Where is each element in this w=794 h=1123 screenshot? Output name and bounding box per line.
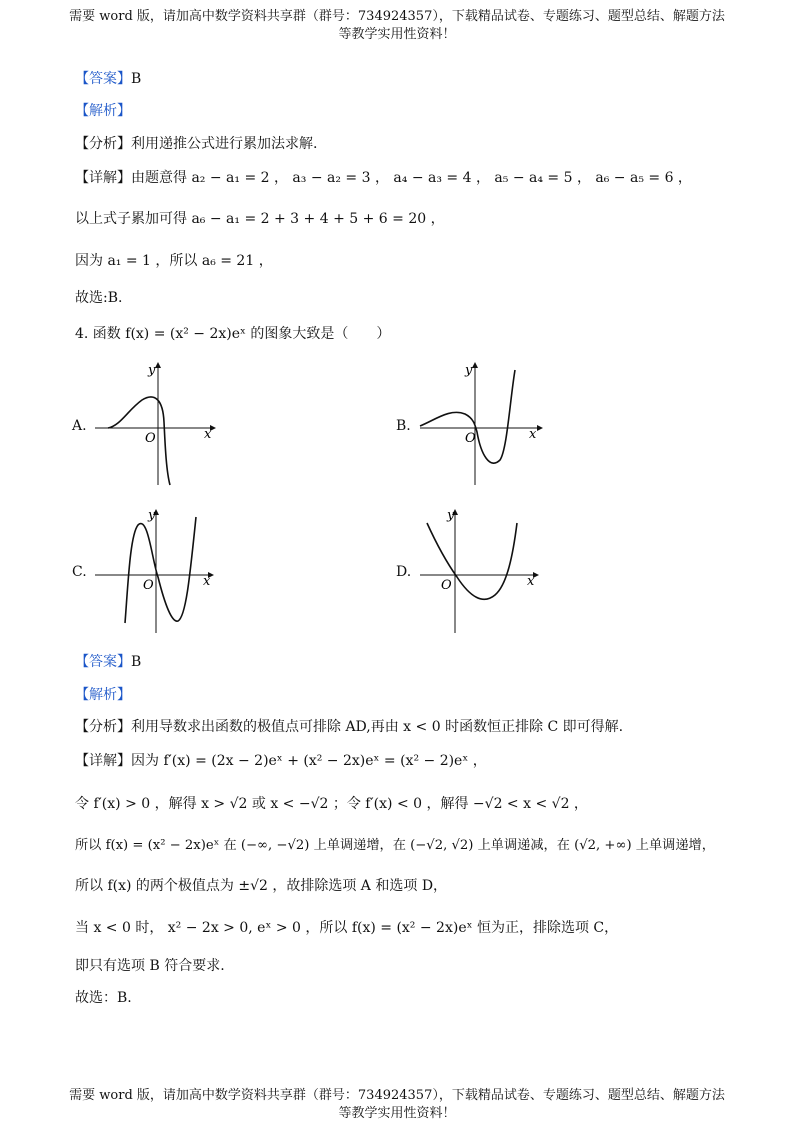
x-axis-label: x <box>203 574 211 589</box>
origin-label: O <box>145 431 156 446</box>
answer-value: B <box>131 654 142 670</box>
fenxi-text: 利用递推公式进行累加法求解. <box>131 136 318 152</box>
option-c-graph <box>90 505 220 639</box>
x-axis-label: x <box>527 574 535 589</box>
footer-line-2: 等教学实用性资料！ <box>338 1106 456 1121</box>
detail-text: 因为 f′(x) = (2x − 2)eˣ + (x² − 2x)eˣ = (x² − 2)eˣ ， <box>131 753 487 769</box>
q3-conclusion: 故选:B. <box>75 290 123 306</box>
origin-label: O <box>465 431 476 446</box>
y-axis-label: y <box>465 363 473 378</box>
analysis-tag: 【解析】 <box>75 103 131 119</box>
q3-analysis-tag <box>75 100 131 120</box>
q4-analysis-tag <box>75 684 131 704</box>
detail-text: 由题意得 a₂ − a₁ = 2 ， a₃ − a₂ = 3 ， a₄ − a₃ = 4 ， a₅ − a₄ = 5 ， a₆ − a₅ = 6 ， <box>131 170 692 186</box>
q3-fenxi-line <box>75 133 317 153</box>
q4-answer-line <box>75 651 141 671</box>
q4-stem: 4. 函数 f(x) = (x² − 2x)eˣ 的图象大致是（ ） <box>75 326 391 342</box>
q4-derivative-sign-line: 令 f′(x) > 0 ，解得 x > √2 或 x < −√2 ；令 f′(x) < 0 ，解得 −√2 < x < √2 ， <box>75 796 588 812</box>
y-axis-label: y <box>447 508 455 523</box>
q3-detail-line <box>75 167 692 187</box>
q3-answer-line <box>75 68 141 88</box>
option-b-graph <box>415 360 545 494</box>
q4-monotonic-line: 所以 f(x) = (x² − 2x)eˣ 在 (−∞, −√2) 上单调递增，在 (−√2, √2) 上单调递减，在 (√2, +∞) 上单调递增， <box>75 838 715 853</box>
x-axis-label: x <box>204 427 212 442</box>
fenxi-text: 利用导数求出函数的极值点可排除 AD,再由 x < 0 时函数恒正排除 C 即可得解. <box>131 719 624 735</box>
option-d-graph <box>415 505 545 639</box>
origin-label: O <box>143 578 154 593</box>
answer-tag: 【答案】 <box>75 71 131 87</box>
q4-fenxi-line <box>75 716 623 736</box>
analysis-tag: 【解析】 <box>75 687 131 703</box>
option-d-label: D. <box>396 564 412 580</box>
q4-extrema-line: 所以 f(x) 的两个极值点为 ±√2 ，故排除选项 A 和选项 D， <box>75 878 448 894</box>
q4-detail-line <box>75 750 487 770</box>
answer-value: B <box>131 71 142 87</box>
q3-result-line: 因为 a₁ = 1 ，所以 a₆ = 21 ， <box>75 253 273 269</box>
detail-tag: 【详解】 <box>75 753 131 769</box>
y-axis-label: y <box>148 508 156 523</box>
option-a-label: A. <box>72 418 87 434</box>
option-a-graph <box>90 360 220 494</box>
q4-only-b-line: 即只有选项 B 符合要求. <box>75 958 225 974</box>
answer-tag: 【答案】 <box>75 654 131 670</box>
fenxi-tag: 【分析】 <box>75 719 131 735</box>
header-line-1: 需要 word 版，请加高中数学资料共享群（群号：734924357），下载精品试卷、专题练习、题型总结、解题方法 <box>69 9 725 24</box>
page-header <box>0 8 794 44</box>
x-axis-label: x <box>529 427 537 442</box>
header-line-2: 等教学实用性资料！ <box>338 27 456 42</box>
q3-sum-line: 以上式子累加可得 a₆ − a₁ = 2 + 3 + 4 + 5 + 6 = 20 ， <box>75 211 445 227</box>
page-footer <box>0 1087 794 1123</box>
origin-label: O <box>441 578 452 593</box>
footer-line-1: 需要 word 版，请加高中数学资料共享群（群号：734924357），下载精品试卷、专题练习、题型总结、解题方法 <box>69 1088 725 1103</box>
y-axis-label: y <box>148 363 156 378</box>
fenxi-tag: 【分析】 <box>75 136 131 152</box>
q4-conclusion: 故选：B. <box>75 990 132 1006</box>
q4-negative-x-line: 当 x < 0 时， x² − 2x > 0, eˣ > 0 ，所以 f(x) = (x² − 2x)eˣ 恒为正，排除选项 C， <box>75 920 619 936</box>
detail-tag: 【详解】 <box>75 170 131 186</box>
option-c-label: C. <box>72 564 87 580</box>
option-b-label: B. <box>396 418 411 434</box>
